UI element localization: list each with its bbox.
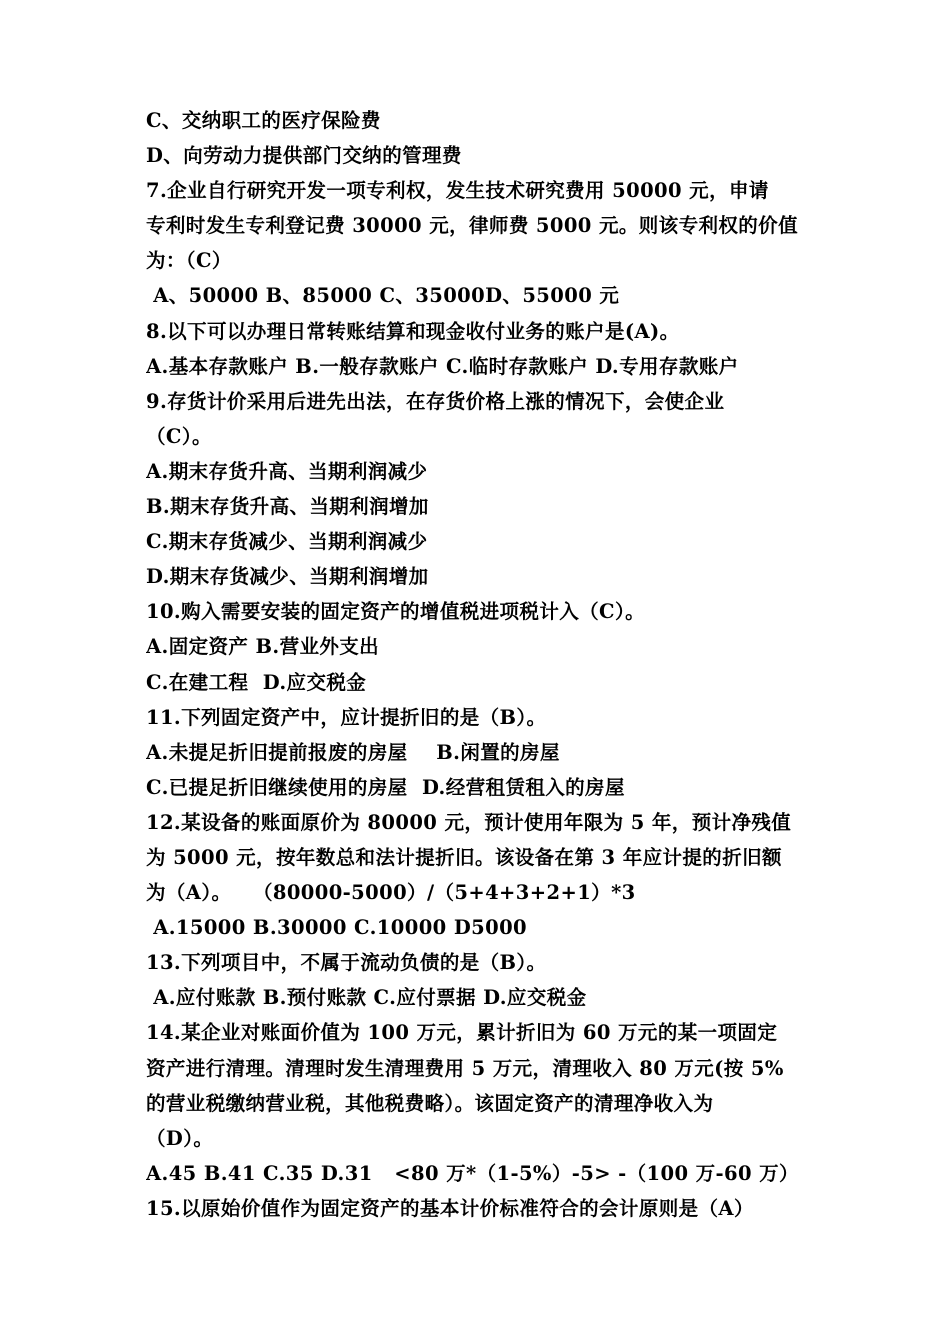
text-line: 资产进行清理。清理时发生清理费用 5 万元，清理收入 80 万元(按 5% [146, 1056, 784, 1080]
text-line: A.期末存货升高、当期利润减少 [146, 459, 428, 483]
text-line: （D）。 [146, 1126, 214, 1150]
text-line: 8.以下可以办理日常转账结算和现金收付业务的账户是(A)。 [146, 319, 680, 343]
text-line: 为（A）。 （80000-5000）/（5+4+3+2+1）*3 [146, 881, 636, 905]
text-line: 为：（C） [146, 249, 232, 273]
text-line: 7.企业自行研究开发一项专利权，发生技术研究费用 50000 元，申请 [146, 179, 769, 203]
text-line: C.期末存货减少、当期利润减少 [146, 530, 428, 554]
text-line: A.15000 B.30000 C.10000 D5000 [146, 916, 528, 940]
text-line: 15.以原始价值作为固定资产的基本计价标准符合的会计原则是（A） [146, 1196, 754, 1220]
text-line: 12.某设备的账面原价为 80000 元，预计使用年限为 5 年，预计净残值 [146, 810, 792, 834]
text-line: 11.下列固定资产中，应计提折旧的是（B）。 [146, 705, 547, 729]
text-line: 13.下列项目中，不属于流动负债的是（B）。 [146, 951, 547, 975]
text-line: B.期末存货升高、当期利润增加 [146, 495, 429, 519]
text-line: A.基本存款账户 B.一般存款账户 C.临时存款账户 D.专用存款账户 [146, 354, 739, 378]
text-line: 9.存货计价采用后进先出法，在存货价格上涨的情况下，会使企业 [146, 389, 725, 413]
text-line: A、50000 B、85000 C、35000D、55000 元 [146, 284, 620, 308]
text-line: 专利时发生专利登记费 30000 元，律师费 5000 元。则该专利权的价值 [146, 214, 798, 238]
text-line: A.固定资产 B.营业外支出 [146, 635, 380, 659]
text-line: 的营业税缴纳营业税，其他税费略）。该固定资产的清理净收入为 [146, 1091, 714, 1115]
text-line: A.应付账款 B.预付账款 C.应付票据 D.应交税金 [146, 986, 587, 1010]
text-line: C.在建工程 D.应交税金 [146, 670, 367, 694]
text-line: 14.某企业对账面价值为 100 万元，累计折旧为 60 万元的某一项固定 [146, 1021, 778, 1045]
text-line: C、交纳职工的医疗保险费 [146, 109, 381, 132]
text-line: A.45 B.41 C.35 D.31 <80 万*（1-5%）-5> -（100 万-60 万） [146, 1161, 799, 1185]
text-line: D.期末存货减少、当期利润增加 [146, 565, 429, 589]
document-body [146, 103, 826, 1226]
text-line: 10.购入需要安装的固定资产的增值税进项税计入（C）。 [146, 600, 645, 624]
text-line: 为 5000 元，按年数总和法计提折旧。该设备在第 3 年应计提的折旧额 [146, 845, 782, 869]
text-line: D、向劳动力提供部门交纳的管理费 [146, 144, 462, 168]
text-line: （C）。 [146, 424, 212, 448]
text-line: A.未提足折旧提前报废的房屋 B.闲置的房屋 [146, 740, 560, 764]
text-line: C.已提足折旧继续使用的房屋 D.经营租赁租入的房屋 [146, 775, 625, 799]
